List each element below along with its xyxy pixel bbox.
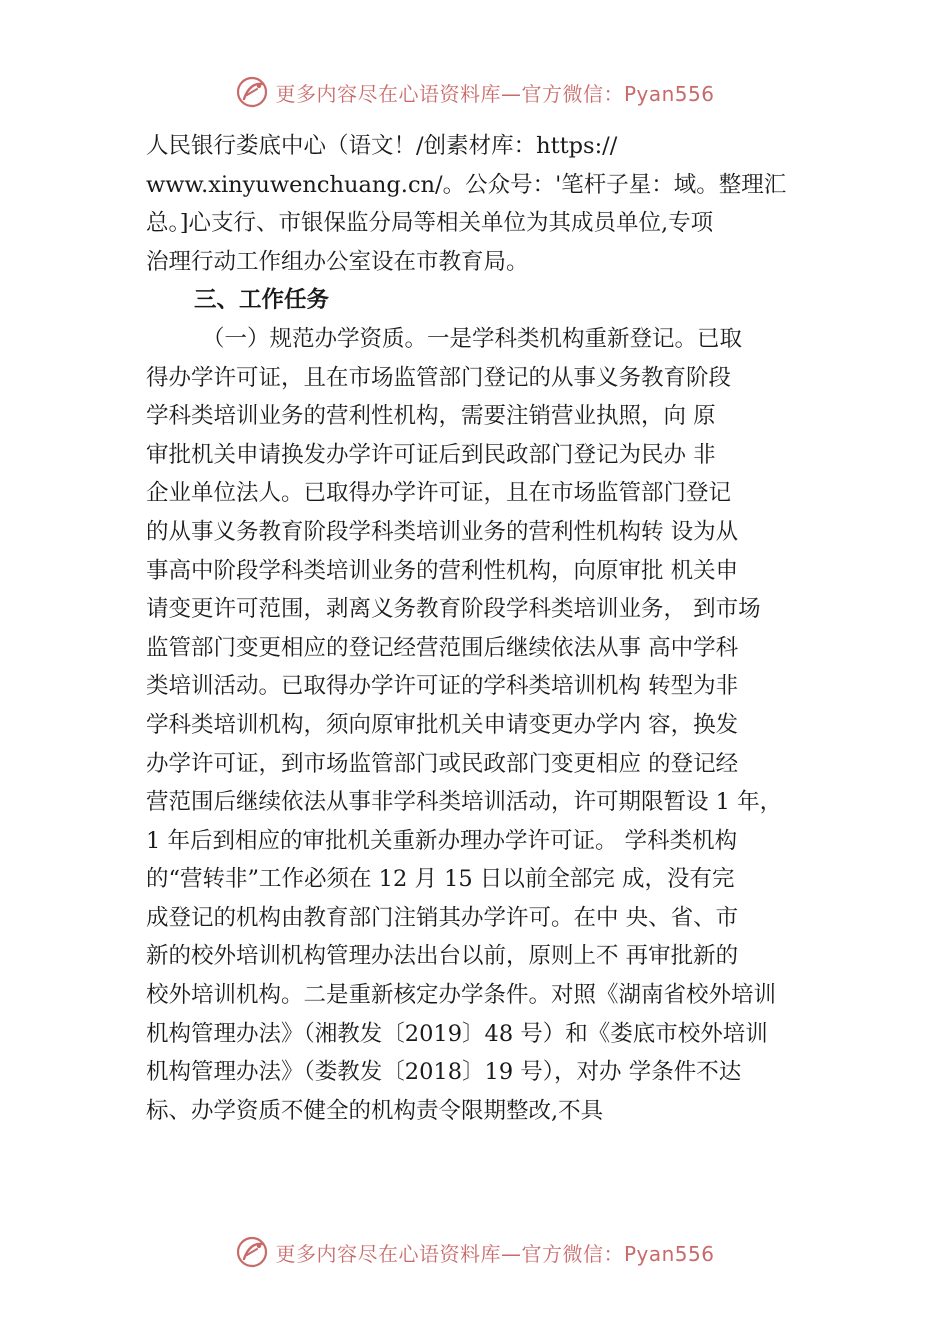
text-line-25: 机构管理办法》（娄教发〔2018〕19 号），对办 学条件不达 [146, 1059, 742, 1086]
paragraph-start-line: （一）规范办学资质。一是学科类机构重新登记。已取 [202, 325, 743, 352]
text-line-2: www.xinyuwenchuang.cn/。公众号：'笔杆子星：域。整理汇 [146, 171, 787, 198]
text-line-14: 监管部门变更相应的登记经营范围后继续依法从事 高中学科 [146, 634, 739, 661]
text-line-23: 校外培训机构。二是重新核定办学条件。对照《湖南省校外培训 [146, 982, 777, 1009]
brand-logo-icon [235, 1235, 269, 1269]
text-line-7: 得办学许可证，且在市场监管部门登记的从事义务教育阶段 [146, 364, 732, 391]
text-line-16: 学科类培训机构，须向原审批机关申请变更办学内 容，换发 [146, 711, 739, 738]
text-line-21: 成登记的机构由教育部门注销其办学许可。在中 央、省、市 [146, 904, 739, 931]
header-banner [0, 70, 950, 114]
text-line-4: 治理行动工作组办公室设在市教育局。 [146, 248, 529, 275]
text-line-11: 的从事义务教育阶段学科类培训业务的营利性机构转 设为从 [146, 518, 739, 545]
text-line-10: 企业单位法人。已取得办学许可证，且在市场监管部门登记 [146, 480, 732, 507]
text-line-19: 1 年后到相应的审批机关重新办理办学许可证。 学科类机构 [146, 827, 738, 854]
text-line-20: 的“营转非”工作必须在 12 月 15 日以前全部完 成，没有完 [146, 866, 735, 893]
text-line-9: 审批机关申请换发办学许可证后到民政部门登记为民办 非 [146, 441, 716, 468]
text-line-1: 人民银行娄底中心（语文！/创素材库：https:// [146, 133, 618, 159]
text-line-12: 事高中阶段学科类培训业务的营利性机构，向原审批 机关申 [146, 557, 739, 584]
footer-banner [0, 1230, 950, 1274]
text-line-13: 请变更许可范围，剥离义务教育阶段学科类培训业务， 到市场 [146, 596, 761, 623]
banner-text: 更多内容尽在心语资料库—官方微信：Pyan556 [275, 1241, 715, 1266]
text-line-8: 学科类培训业务的营利性机构，需要注销营业执照，向 原 [146, 403, 716, 430]
text-line-22: 新的校外培训机构管理办法出台以前，原则上不 再审批新的 [146, 943, 739, 970]
text-line-24: 机构管理办法》（湘教发〔2019〕48 号）和《娄底市校外培训 [146, 1020, 768, 1047]
banner-text: 更多内容尽在心语资料库—官方微信：Pyan556 [275, 81, 715, 106]
document-body [146, 127, 846, 1130]
brand-logo-icon [235, 75, 269, 109]
section-heading: 三、工作任务 [194, 287, 330, 314]
text-line-26: 标、办学资质不健全的机构责令限期整改,不具 [146, 1097, 604, 1124]
text-line-3: 总。]心支行、市银保监分局等相关单位为其成员单位,专项 [146, 210, 714, 237]
text-line-15: 类培训活动。已取得办学许可证的学科类培训机构 转型为非 [146, 673, 739, 700]
text-line-18: 营范围后继续依法从事非学科类培训活动，许可期限暂设 1 年， [146, 789, 783, 816]
text-line-17: 办学许可证，到市场监管部门或民政部门变更相应 的登记经 [146, 750, 739, 777]
